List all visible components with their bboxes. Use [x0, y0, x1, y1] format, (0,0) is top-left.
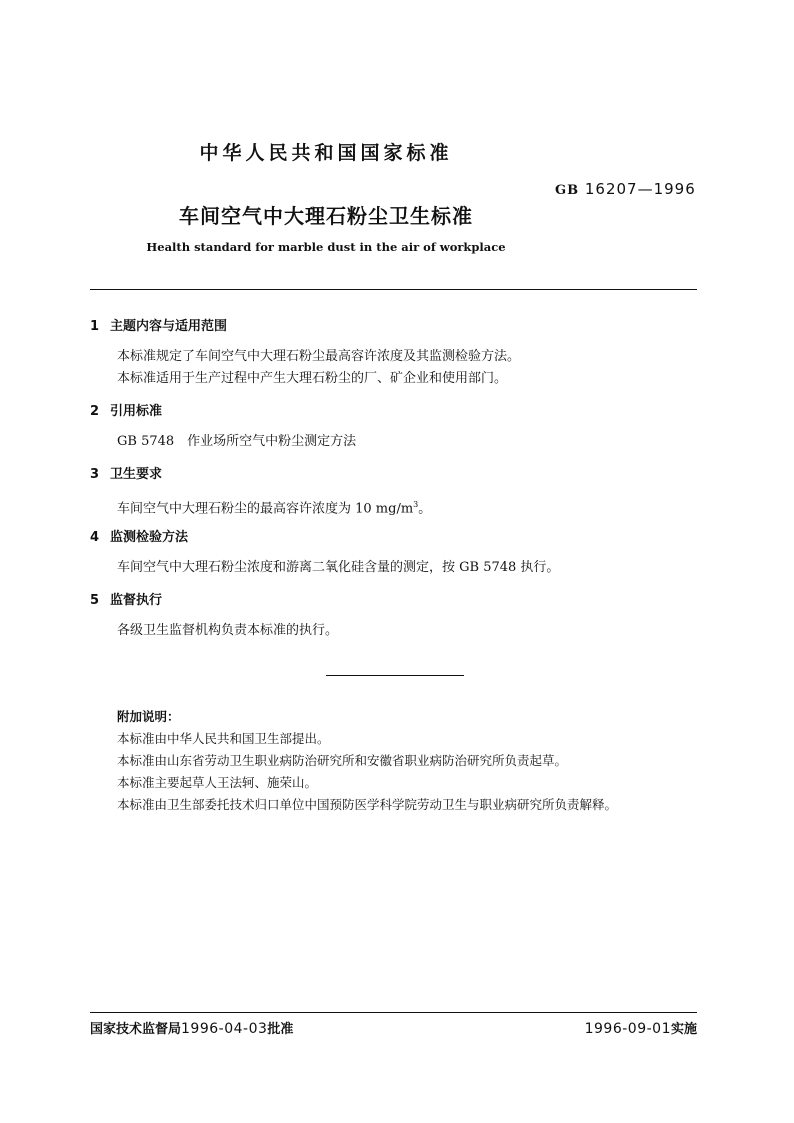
section-4 — [90, 527, 697, 579]
section-heading — [90, 464, 697, 486]
section-title: 主题内容与适用范围 — [110, 319, 228, 334]
section-2 — [90, 401, 697, 453]
approval-info — [90, 1018, 293, 1037]
section-paragraph: 本标准规定了车间空气中大理石粉尘最高容许浓度及其监测检验方法。 — [117, 349, 521, 364]
section-number: 4 — [90, 530, 100, 545]
implementation-date: 1996-09-01 — [584, 1021, 671, 1037]
standard-number: 16207—1996 — [584, 180, 696, 198]
approval-date: 1996-04-03 — [181, 1021, 268, 1037]
implementation-label: 实施 — [670, 1022, 697, 1037]
implementation-info — [585, 1018, 697, 1037]
limit-text-end: 。 — [418, 501, 432, 517]
notes-line: 本标准由卫生部委托技术归口单位中国预防医学科学院劳动卫生与职业病研究所负责解释。 — [117, 797, 618, 812]
header-rule — [90, 289, 697, 290]
limit-text: 车间空气中大理石粉尘的最高容许浓度为 10 mg/m — [117, 501, 414, 517]
national-standard-title: 中华人民共和国国家标准 — [199, 142, 453, 164]
section-number: 3 — [90, 467, 100, 482]
section-5 — [90, 590, 697, 642]
section-title: 监督执行 — [110, 593, 163, 608]
section-1 — [90, 316, 697, 390]
section-heading — [90, 527, 697, 549]
limit-unit-exponent: 3 — [413, 500, 419, 509]
notes-line: 本标准由中华人民共和国卫生部提出。 — [117, 731, 330, 746]
section-3 — [90, 464, 697, 520]
section-title: 卫生要求 — [110, 467, 163, 482]
notes-title: 附加说明： — [117, 709, 180, 724]
footer-rule — [90, 1012, 697, 1013]
section-number: 1 — [90, 319, 100, 334]
section-number: 2 — [90, 404, 100, 419]
section-paragraph: 各级卫生监督机构负责本标准的执行。 — [117, 623, 339, 638]
approver: 国家技术监督局 — [90, 1022, 182, 1037]
additional-notes — [117, 706, 697, 816]
section-paragraph — [90, 494, 697, 520]
standard-prefix: GB — [555, 183, 580, 198]
section-paragraph: GB 5748 作业场所空气中粉尘测定方法 — [117, 434, 357, 449]
standard-code — [555, 180, 696, 198]
section-heading — [90, 316, 697, 338]
notes-line: 本标准由山东省劳动卫生职业病防治研究所和安徽省职业病防治研究所负责起草。 — [117, 753, 568, 768]
section-paragraph: 本标准适用于生产过程中产生大理石粉尘的厂、矿企业和使用部门。 — [117, 371, 508, 386]
section-heading — [90, 590, 697, 612]
document-title-cn: 车间空气中大理石粉尘卫生标准 — [179, 204, 473, 228]
section-number: 5 — [90, 593, 100, 608]
section-heading — [90, 401, 697, 423]
section-title: 引用标准 — [110, 404, 163, 419]
approval-label: 批准 — [267, 1022, 294, 1037]
section-paragraph: 车间空气中大理石粉尘浓度和游离二氧化硅含量的测定，按 GB 5748 执行。 — [117, 560, 560, 575]
section-title: 监测检验方法 — [110, 530, 189, 545]
document-title-en: Health standard for marble dust in the air of workplace — [146, 240, 506, 254]
notes-line: 本标准主要起草人王法轲、施荣山。 — [117, 775, 318, 790]
end-of-text-divider — [326, 675, 464, 676]
